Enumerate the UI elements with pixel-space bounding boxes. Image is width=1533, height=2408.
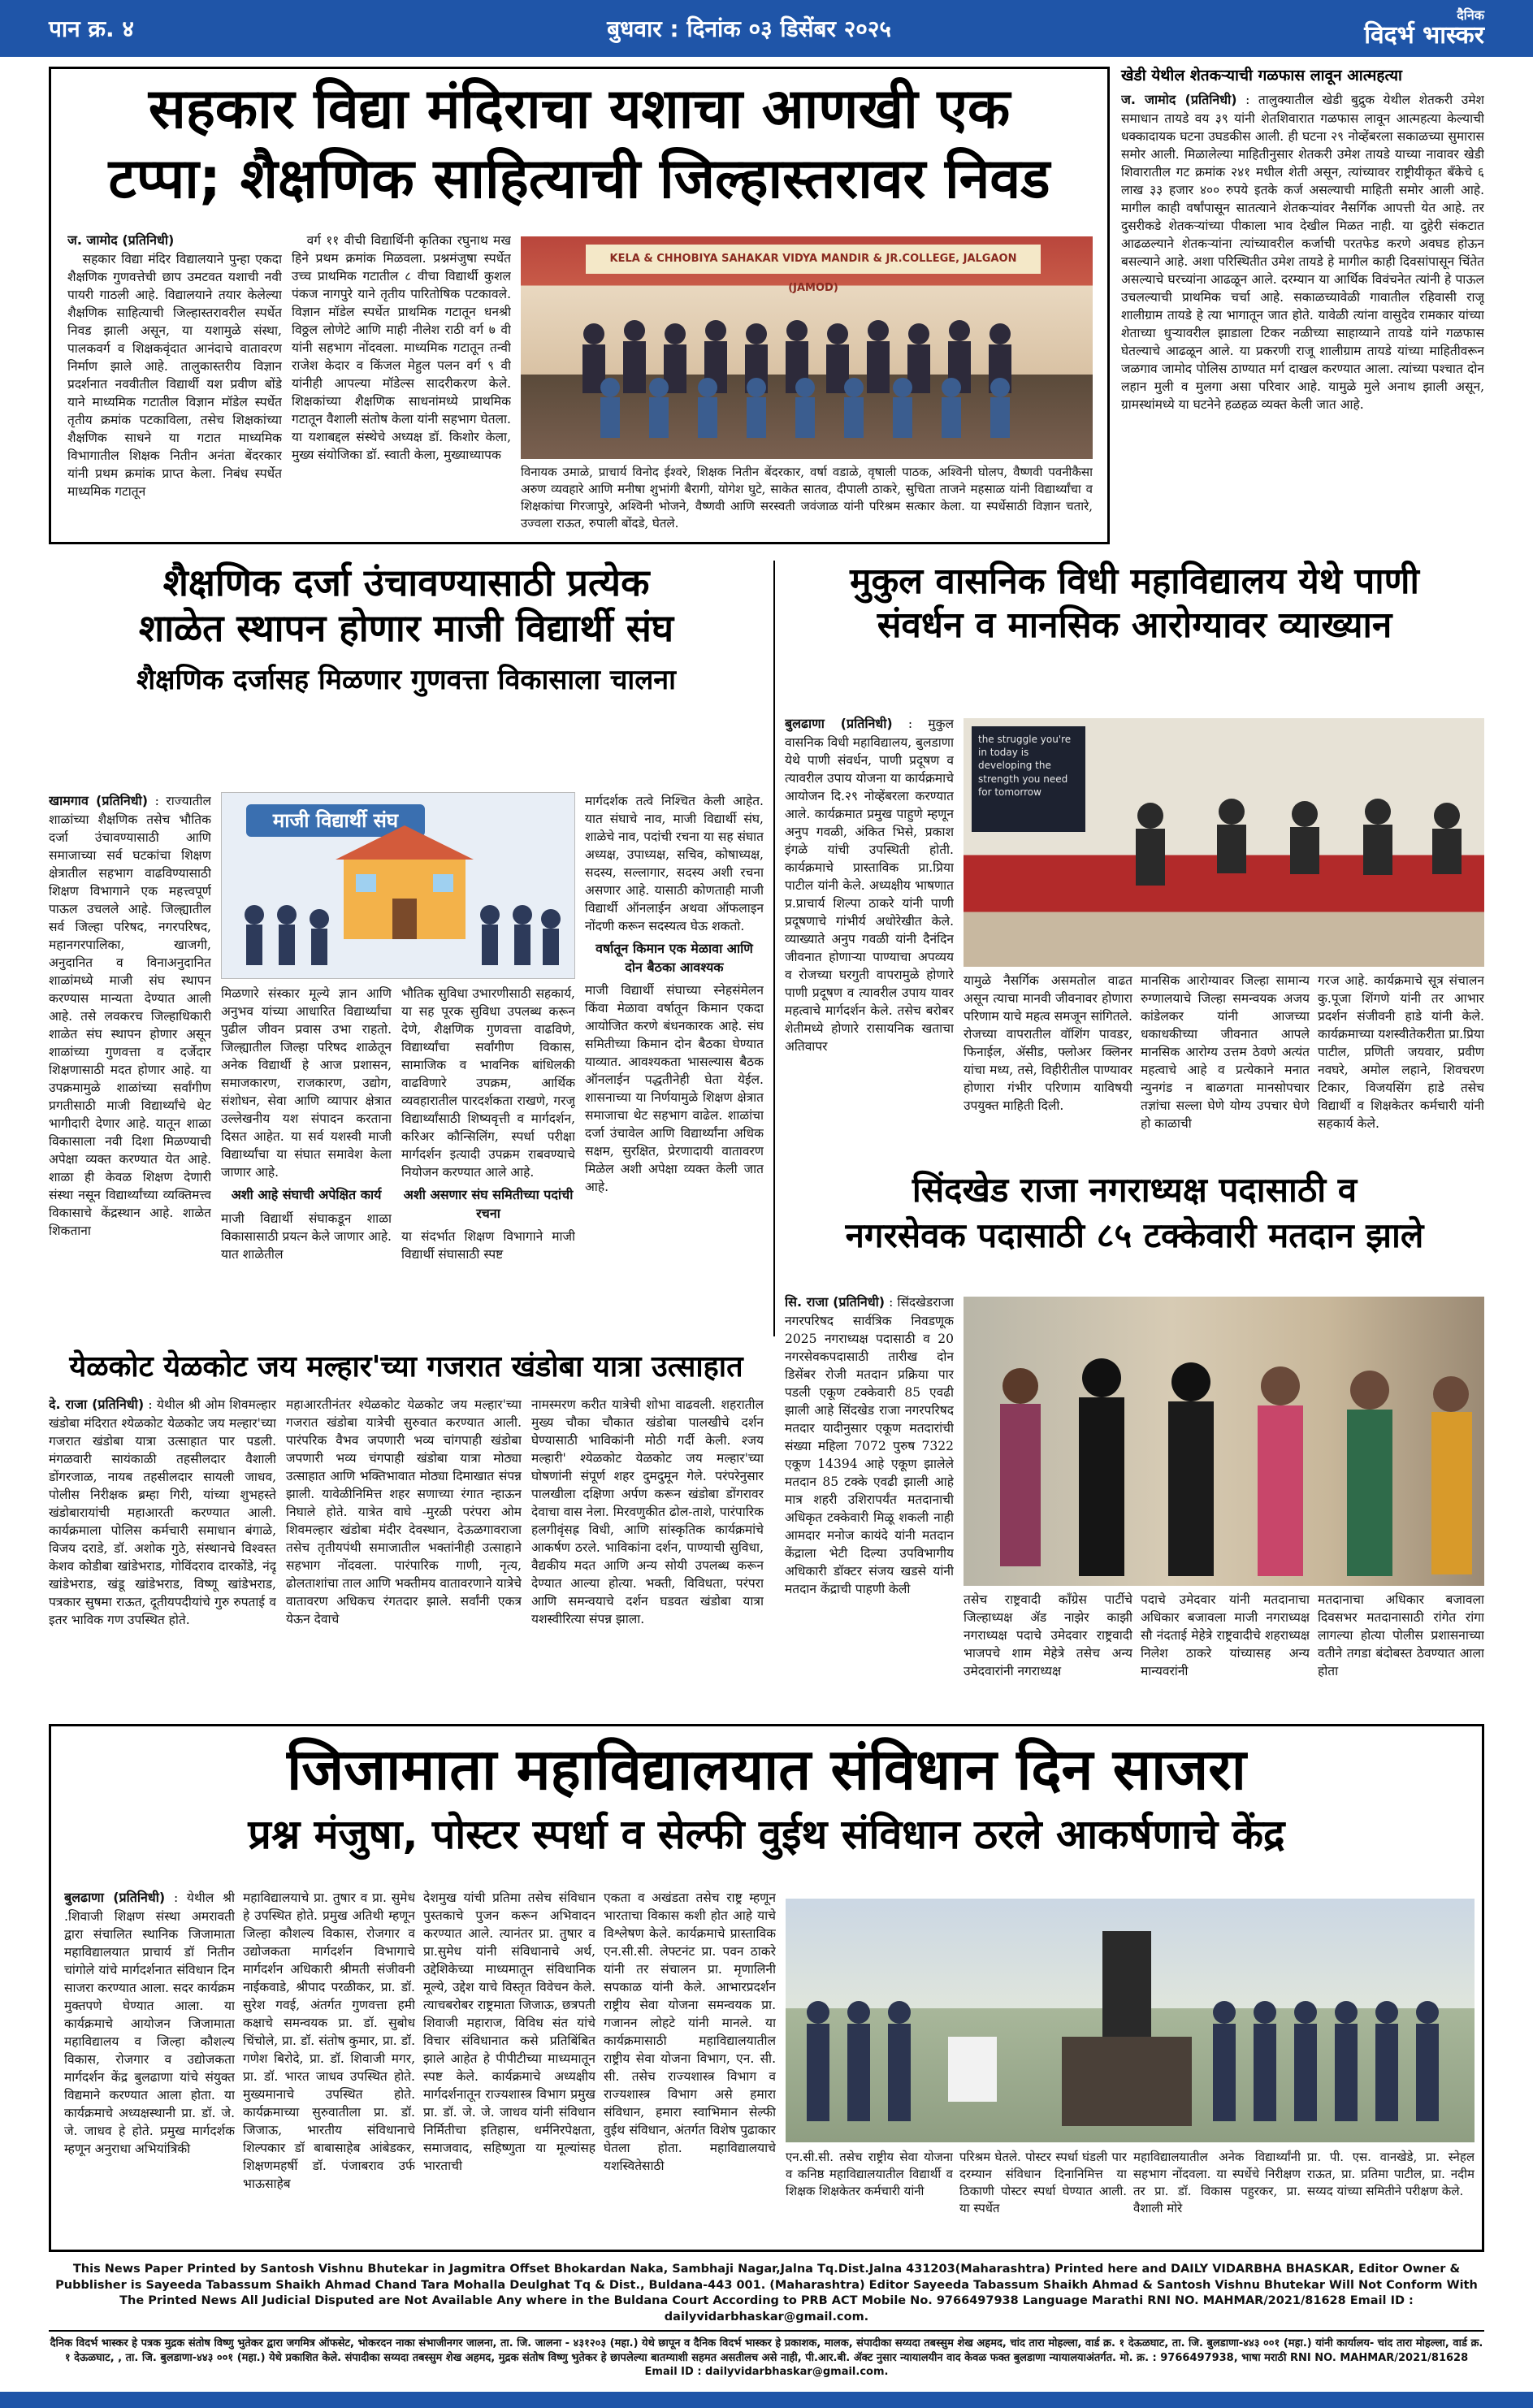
- byline: दे. राजा (प्रतिनिधी): [49, 1397, 145, 1412]
- story3-col1: [49, 792, 211, 1336]
- story6-col3: [531, 1396, 764, 1717]
- story7-caption4: प्रा. पी. एस. वानखेडे, प्रा. स्नेहल राऊत, प्रा. प्रतिमा पाटील, प्रा. नदीम सय्यद यांच्या समितीने परीक्षण केले.: [1307, 2150, 1475, 2198]
- story7-col3: [423, 1889, 595, 2246]
- story4-text4: गरज आहे. कार्यक्रमाचे सूत्र संचालन कु.पूजा शिंगणे यांनी तर आभार प्रदर्शन संजीवनी हाडे यांनी केले. कार्यक्रमाच्या यशस्वीतेकरीता प्रा.प्रिया पाटील, प्रणिती जयवार, प्रवीण नवघरे, अमोल लहाने, शिवचरण टिकार, विजयसिंग हाडे तसेच विद्यार्थी व शिक्षकेतर कर्मचारी यांनी सहकार्य केले.: [1318, 973, 1484, 1131]
- column-divider: [773, 561, 775, 1336]
- headline-sahakar-2: टप्पा; शैक्षणिक साहित्याची जिल्हास्तरावर निवड: [108, 147, 1050, 211]
- story3-text4: मार्गदर्शक तत्वे निश्चित केली आहेत. यात संघाचे नाव, माजी विद्यार्थी संघ, शाळेचे नाव, पदांची रचना या सह संघात अध्यक्ष, उपाध्यक्ष, सचिव, कोषाध्यक्ष, सदस्य, सल्लागार, सदस्य अशी रचना असणार आहे. यासाठी कोणताही माजी विद्यार्थी ऑनलाईन अथवा ऑफलाइन नोंदणी करून सदस्यत्व घेऊ शकतो.: [585, 794, 764, 933]
- story1-text2: वर्ग ११ वीची विद्यार्थिनी कृतिका रघुनाथ मख हिने प्रथम क्रमांक मिळवला. प्रश्नमंजुषा स्पर्धेत उच्च प्राथमिक गटातील ८ वीचा विद्यार्थी कुशल पंकज नागपुरे याने तृतीय पारितोषिक पटकावले. विज्ञान मॉडेल स्पर्धेत प्राथमिक गटातून धनश्री विठ्ठल लोणेटे आणि माही नीलेश राठी वर्ग ७ वी यांनी सहभाग नोंदवला. माध्यमिक गटातून तन्वी राजेश केदार व किंजल मेहुल पलन वर्ग ९ वी यांनीही आपल्या मॉडेल्स सादरीकरण केले. शिक्षकांच्या शैक्षणिक साधनांमध्ये प्राथमिक गटातून वैशाली संतोष केला यांनी सहभाग घेतला. या यशाबद्दल संस्थेचे अध्यक्ष डॉ. किशोर केला, मुख्य संयोजिका डॉ. स्वाती केला, मुख्याध्यापक: [292, 233, 511, 462]
- story5-col2: [964, 1591, 1132, 1713]
- imprint-english: This News Paper Printed by Santosh Vishnu Bhutekar in Jagmitra Offset Bhokardan Naka, Sambhaji Nagar,Jalna Tq.Dist.Jalna 431203(Maharashtra) Printed here and DAILY VIDARBHA BHASKAR, Editor Owner & Pubblisher is Sayeeda Tabassum Shaikh Ahmad Chand Tara Mohalla Deulghat Tq & Dist., Buldana-443 001. (Maharashtra) Editor Sayeeda Tabassum Shaikh Ahmad & Santosh Vishnu Bhutekar Will Not Conform With The Printed News All Judicial Disputed are Not Available Any where in the Buldana Court According to PRB ACT Mobile No. 9766497938 Language Marathi RNI NO. MAHMAR/2021/81628 Email ID : dailyvidarbhaskar@gmail.com.: [55, 2263, 1478, 2324]
- headline-sindkhed-1: सिंदखेड राजा नगराध्यक्ष पदासाठी व: [912, 1170, 1358, 1210]
- headline-alumni-2: शाळेत स्थापन होणार माजी विद्यार्थी संघ: [138, 606, 674, 651]
- story5-text4: मतदानाचा अधिकार बजावला दिवसभर मतदानासाठी रांगेत रांगा लागल्या होत्या पोलीस प्रशासनाच्या वतीने तगडा बंदोबस्त ठेवण्यात आला होता: [1318, 1592, 1484, 1678]
- story7-caption1: एन.सी.सी. तसेच राष्ट्रीय सेवा योजना व कनिष्ठ महाविद्यालयातील विद्यार्थी व शिक्षक शिक्षकेतर कर्मचारी यांनी: [786, 2150, 953, 2198]
- story6-col2: [286, 1396, 522, 1717]
- story5-col3: [1141, 1591, 1310, 1713]
- school-banner: KELA & CHHOBIYA SAHAKAR VIDYA MANDIR & JR.COLLEGE, JALGAON (JAMOD): [586, 245, 1041, 274]
- bottom-bar: [0, 2392, 1533, 2408]
- headline-mukul-1: मुकुल वासनिक विधी महाविद्यालय येथे पाणी: [850, 561, 1419, 602]
- story3-text2b: माजी विद्यार्थी संघाकडून शाळा विकासासाठी प्रयत्न केले जाणार आहे. यात शाळेतील: [221, 1210, 392, 1262]
- headline-sindkhed-2: नगरसेवक पदासाठी ८५ टक्केवारी मतदान झाले: [845, 1215, 1424, 1255]
- voters-figures: [964, 1297, 1484, 1586]
- story4-col2: [964, 972, 1132, 1159]
- story7-caption3: महाविद्यालयातील अनेक विद्यार्थ्यांनी सहभाग नोंदवला. या स्पर्धेचे निरीक्षण तर प्रा. डॉ. विकास पहुरकर, प्रा. वैशाली मोरे: [1133, 2150, 1301, 2215]
- story6-text2: महाआरतीनंतर श्येळकोट येळकोट जय मल्हार'च्या गजरात खंडोबा यात्रेची सुरुवात करण्यात आली. पारंपरिक वैभव जपणारी भव्य चांगपाही खंडोबा जपणारी भव्य चंगपाही खंडोबा यात्रा मोठ्या उत्साहात आणि भक्तिभावात मोठ्या दिमाखात संपन्न झाली. यावेळीनिमित्त शहर सणाच्या रंगात न्हाऊन निघाले होते. यात्रेत वाघे -मुरळी परंपरा ओम शिवमल्हार खंडोबा मंदीर देवस्थान, देऊळगावराजा तसेच तृतीयपंथी समाजातील भक्तांनीही उत्साहाने सहभाग नोंदवला. पारंपारिक गाणी, नृत्य, ढोलताशांचा ताल आणि भक्तीमय वातावरणाने यात्रेचे वातावरण अधिकच रंगतदार झाले. सर्वांनी एकत्र येऊन देवाचे: [286, 1397, 522, 1626]
- imprint-marathi: दैनिक विदर्भ भास्कर हे पत्रक मुद्रक संतोष विष्णु भुतेकर द्वारा जगमित्र ऑफसेट, भोकरदन नाका संभाजीनगर जालना, ता. जि. जालना - ४३१२०३ (महा.) येथे छापून व दैनिक विदर्भ भास्कर हे प्रकाशक, मालक, संपादीका सय्यदा तबस्सुम शेख अहमद, चांद तारा मोहल्ला, वार्ड क्र. १ देऊळघाट, ता. जि. बुलडाणा-४४३ ००१ (महा.) यांनी कार्यालय- चांद तारा मोहल्ला, वार्ड क्र. १ देऊळघाट, , ता. जि. बुलडाणा-४४३ ००१ (महा.) येथे प्रकाशित केले. संपादीका सय्यदा तबस्सुम शेख अहमद, मुद्रक संतोष विष्णु भुतेकर हे छापलेल्या बातम्याशी सहमत असतीलच असे नाही, पी.आर.बी. ॲक्ट नुसार न्यायालयीन वाद केवळ फक्त बुलडाणा न्यायालयाअंतर्गत. मो. क्र. : 9766497938, भाषा मराठी RNI NO. MAHMAR/2021/81628 Email ID : dailyvidarbhaskar@gmail.com.: [50, 2337, 1483, 2379]
- story3-text3b: या संदर्भात शिक्षण विभागाने माजी विद्यार्थी संघासाठी स्पष्ट: [401, 1229, 575, 1262]
- headline-khandoba: येळकोट येळकोट जय मल्हार'च्या गजरात खंडोबा यात्रा उत्साहात: [69, 1350, 743, 1384]
- story6-text3: नामस्मरण करीत यात्रेची शोभा वाढवली. शहरातील मुख्य चौका चौकात खंडोबा पालखीचे दर्शन घेण्यासाठी भाविकांनी मोठी गर्दी केली. श्जय मल्हारी' श्येळकोट येळकोट जय मल्हार'च्या घोषणांनी संपूर्ण शहर दुमदुमून गेले. परंपरेनुसार पालखीला दक्षिणा अर्पण करून खंडोबा डोंगरावर देवाचा वास नेला. मिरवणुकीत ढोल-ताशे, पारंपारिक हलगीवृंसह्र विधी, आणि सांस्कृतिक कार्यक्रमांचे आकर्षण ठरले. भाविकांना दर्शन, पाण्याची सुविधा, वैद्यकीय मदत आणि अन्य सोयी उपलब्ध करून देण्यात आल्या होत्या. भक्ती, विविधता, परंपरा आणि समन्वयाचे दर्शन घडवत खंडोबा यात्रा यशस्वीरित्या संपन्न झाला.: [531, 1397, 764, 1626]
- speakers-figures: [964, 718, 1484, 967]
- story4-col1: [785, 715, 954, 1158]
- lecture-photo: [964, 718, 1484, 967]
- voters-queue-photo: [964, 1297, 1484, 1586]
- byline: बुलढाणा (प्रतिनिधी): [64, 1890, 166, 1905]
- brand-small: दैनिक: [1457, 6, 1484, 23]
- story2-text: : तालुक्यातील खेडी बुद्रुक येथील शेतकरी उमेश समाधान तायडे वय ३९ यांनी शेतशिवारात गळफास लावून आत्महत्या केल्याची धक्कादायक घटना उघडकीस आली. ही घटना २९ नोव्हेंबरला सकाळच्या सुमारास समोर आली. मिळालेल्या माहितीनुसार शेतकरी उमेश तायडे याच्या नावावर खेडी शिवारातील गट क्रमांक २४१ मधील शेती असून, त्यांच्यावर राष्ट्रीयीकृत बँकेचे ६ लाख ३३ हजार ४०० रुपये इतके कर्ज असल्याची माहिती समोर आली आहे. मागील काही वर्षांपासून सातत्याने शेतकऱ्यांवर नैसर्गिक आपत्ती येत आहे. तर दुसरीकडे शेतकऱ्यांच्या पीकाला भाव देखील मिळत नाही. या दुहेरी संकटात आढळल्याने शेतकऱ्यांना त्यांच्यावरील कर्जाची परतफेड करणे अवघड होऊन बसल्याने आहे. अशा परिस्थितीत उमेश तायडे हे मागील काही दिवसांपासून चिंतेत असल्याचे घरच्यांना आढळून आले. दरम्यान या आर्थिक विवंचनेत त्यांनी हे पाऊल उचलल्याची प्राथमिक चर्चा आहे. सकाळच्यावेळी गावातील रहिवासी राजू शालीग्राम तायडे हे त्या भागातून जात होते. यावेळी त्यांना वासुदेव रामकार यांच्या शेताच्या धुऱ्यावरील झाडाला टिकर नळीच्या साहाय्याने तायडे यांने गळफास घेतल्याचे आढळून आले. या प्रकरणी राजू शालीग्राम तायडे यांच्या माहितीवरून जळगाव जामोद पोलिस ठाण्यात मर्ग दाखल करण्यात आला. त्यांच्या पश्चात दोन लहान मुली व मुलगा असा परिवार आहे. यामुळे मुले अनाथ झाली असून, ग्रामस्थांमध्ये या घटनेने हळहळ व्यक्त केली जात आहे.: [1121, 93, 1484, 413]
- story4-text3: मानसिक आरोग्यावर जिल्हा सामान्य रुग्णालयाचे जिल्हा समन्वयक अजय कांडेलकर यांनी आजच्या धकाधकीच्या जीवनात आपले मानसिक आरोग्य उत्तम ठेवणे अत्यंत महत्वाचे आहे व प्रत्येकाने मनात न्युनगंड न बाळगता मानसोपचार तज्ञांचा सल्ला घेणे योग्य उपचार घेणे हो काळाची: [1141, 973, 1310, 1131]
- story5-col1: [785, 1293, 954, 1708]
- story5-text3: पदाचे उमेदवार यांनी मतदानाचा अधिकार बजावला माजी नगराध्यक्ष सौ नंदताई मेहेत्रे राष्ट्रवादीचे शहराध्यक्ष निलेश ठाकरे यांच्यासह अन्य मान्यवरांनी: [1141, 1592, 1310, 1678]
- story-sahakar-vidya-mandir: [49, 67, 1110, 544]
- attendees-figures: [786, 1899, 1475, 2142]
- story7-text2: महाविद्यालयाचे प्रा. तुषार व प्रा. सुमेध हे उपस्थित होते. प्रमुख अतिथी म्हणून जिल्हा कौशल्य विकास, रोजगार व उद्योजकता मार्गदर्शन विभागाचे मार्गदर्शन अधिकारी श्रीमती संजीवनी नाईकवाडे, श्रीपाद परळीकर, प्रा. डॉ. सुरेश गवई, अंतर्गत गुणवत्ता हमी कक्षाचे समन्वयक प्रा. डॉ. सुबोध चिंचोले, प्रा. डॉ. संतोष कुमार, प्रा. डॉ. गणेश बिरोदे, प्रा. डॉ. शिवाजी मगर, प्रा. डॉ. भारत जाधव उपस्थित होते. मुख्यमानाचे उपस्थित होते. कार्यक्रमाच्या सुरुवातीला प्रा. डॉ. जिजाऊ, भारतीय संविधानाचे शिल्पकार डॉ बाबासाहेब आंबेडकर, शिक्षणमहर्षी डॉ. पंजाबराव उर्फ भाऊसाहेब: [243, 1890, 415, 2191]
- story3-sub2: अशी असणार संघ समितीच्या पदांची रचना: [403, 1187, 574, 1221]
- story5-text2: तसेच राष्ट्रवादी काँग्रेस पार्टीचे जिल्हाध्यक्ष ॲड नाझेर काझी नगराध्यक्ष पदाचे उमेदवार राष्ट्रवादी भाजपचे शाम मेहेत्रे तसेच अन्य उमेदवारांनी नगराध्यक्ष: [964, 1592, 1132, 1678]
- story3-text1: : राज्यातील शाळांच्या शैक्षणिक तसेच भौतिक दर्जा उंचावण्यासाठी आणि समाजाच्या सर्व घटकांचा शिक्षण क्षेत्रातील सहभाग वाढविण्यासाठी शिक्षण विभागाने एक महत्त्वपूर्ण पाऊल उचलले आहे. जिल्ह्यातील सर्व जिल्हा परिषद, नगरपरिषद, महानगरपालिका, खाजगी, अनुदानित व विनाअनुदानित शाळांमध्ये माजी संघ स्थापन करण्यास मान्यता देण्यात आली आहे. तसे लवकरच जिल्हाधिकारी शाळेत संघ स्थापन होणार असून शाळांच्या गुणवत्ता व दर्जेदार शिक्षणासाठी मदत होणार आहे. या उपक्रमामुळे शाळांच्या सर्वांगीण प्रगतीसाठी माजी विद्यार्थ्यांचे थेट भागीदारी देणार आहे. यातून शाळा विकासाला नवी दिशा मिळण्याची अपेक्षा व्यक्त करण्यात येत आहे. शाळा ही केवळ शिक्षण देणारी संस्था नसून विद्यार्थ्यांच्या व्यक्तिमत्त्व विकासाचे केंद्रस्थान आहे. शाळेत शिकताना: [49, 794, 211, 1238]
- alumni-graphic: [221, 792, 575, 979]
- story3-col4: [585, 792, 764, 1336]
- alumni-graphic-label: माजी विद्यार्थी संघ: [246, 804, 425, 837]
- masthead-bar: [0, 0, 1533, 57]
- byline: खामगाव (प्रतिनिधी): [49, 793, 149, 808]
- story3-col2: [221, 985, 392, 1334]
- students-figures: [521, 236, 1093, 459]
- story3-col3: [401, 985, 575, 1334]
- constitution-day-photo: [786, 1899, 1475, 2142]
- school-building-icon: [222, 793, 576, 980]
- headline-jijamata-2: प्रश्न मंजुषा, पोस्टर स्पर्धा व सेल्फी वुईथ संविधान ठरले आकर्षणाचे केंद्र: [248, 1811, 1285, 1858]
- motivational-poster: the struggle you're in today is developing the strength you need for tomorrow: [972, 726, 1085, 832]
- story7-col4: [604, 1889, 776, 2246]
- story7-text1: : येथील श्री .शिवाजी शिक्षण संस्था अमरावती द्वारा संचालित स्थानिक जिजामाता महाविद्यालयात प्राचार्य डॉ नितीन चांगोले यांचे मार्गदर्शनात संविधान दिन साजरा करण्यात आला. सदर कार्यक्रम मुक्तपणे घेण्यात आला. या कार्यक्रमाचे आयोजन जिजामाता महाविद्यालय व जिल्हा कौशल्य विकास, रोजगार व उद्योजकता मार्गदर्शन केंद्र बुलढाणा यांचे संयुक्त विद्यमाने करण्यात आला होता. या कार्यक्रमाचे अध्यक्षस्थानी प्रा. डॉ. जे. जे. जाधव हे होते. प्रमुख मार्गदर्शक म्हणून अनुराधा अभियांत्रिकी: [64, 1890, 235, 2156]
- story-khedi-farmer: [1121, 67, 1484, 544]
- footer-divider: [49, 2330, 1484, 2332]
- page-number: पान क्र. ४: [49, 15, 134, 42]
- story4-text1: : मुकुल वासनिक विधी महाविद्यालय, बुलडाणा येथे पाणी संवर्धन, पाणी प्रदूषण व त्यावरील उपाय योजना या कार्यक्रमाचे आयोजन दि.२९ नोव्हेंबरला करण्यात आले. कार्यक्रमात प्रमुख पाहुणे म्हणून अनुप गवळी, अंकित भिसे, प्रकाश इंगळे यांची उपस्थिती होती. कार्यक्रमाचे प्रास्ताविक प्रा.प्रिया पाटील यांनी केले. अध्यक्षीय भाषणात प्र.प्राचार्य शिल्पा ठाकरे यांनी पाणी प्रदूषणाचे गांभीर्य अधोरेखीत केले. व्याख्याते अनुप गवळी यांनी दैनंदिन जीवनात होणाऱ्या पाण्याचा अपव्यय व रोजच्या घरगुती वापरामुळे होणारे पाणी प्रदूषण व त्यावरील उपाय यावर महत्वाचे मार्गदर्शन केले. तसेच बरोबर शेतीमध्ये होणारे रासायनिक खताचा अतिवापर: [785, 717, 954, 1054]
- headline-jijamata-1: जिजामाता महाविद्यालयात संविधान दिन साजरा: [287, 1736, 1246, 1803]
- brand-name: विदर्भ भास्कर: [1364, 20, 1484, 50]
- students-group-photo: [521, 236, 1093, 459]
- story1-caption2: पवनीकैसा अरुण व्यवहारे आणि मनीषा शुभांगी बैरागी, योगेश घुटे, साकेत सातव, दीपाली ठाकरे, सुचिता ताजने महसाळ यांनी विद्यार्थ्यांचा व शिक्षकांचा गिरजापुरे, अश्विनी भोजने, वैष्णवी आणि सरस्वती जवंजाळ यांनी परिश्रम सत्कार केला. या स्पर्धेसाठी विज्ञान चतारे, उज्वला राऊत, रुपाली बोंदडे, घेतले.: [521, 465, 1093, 531]
- story7-text3: देशमुख यांची प्रतिमा तसेच संविधान पुस्तकाचे पुजन करून अभिवादन करण्यात आले. त्यानंतर प्रा. तुषार व प्रा.सुमेध यांनी संविधानाचे अर्थ, उद्देशिकेच्या माध्यमातून संविधानिक मूल्ये, उद्देश याचे विस्तृत विवेचन केले. त्याचबरोबर राष्ट्रमाता जिजाऊ, छत्रपती शिवाजी महाराज, विविध संत यांचे विचार संविधानात कसे प्रतिबिंबित झाले आहेत हे पीपीटीच्या माध्यमातून स्पष्ट केले. कार्यक्रमाचे अध्यक्षीय मार्गदर्शनातून राज्यशास्त्र विभाग प्रमुख प्रा. डॉ. जे. जे. जाधव यांनी संविधान निर्मितीचा इतिहास, धर्मनिरपेक्षता, समाजवाद, सहिष्णुता या मूल्यांसह भारताची: [423, 1890, 595, 2173]
- issue-date: बुधवार : दिनांक ०३ डिसेंबर २०२५: [607, 15, 891, 42]
- story3-sub3: वर्षातून किमान एक मेळावा आणि दोन बैठका आवश्यक: [595, 941, 753, 975]
- story-jijamata-constitution-day: [49, 1724, 1484, 2252]
- story-sindkhed-raja-election: [785, 1170, 1484, 1292]
- story4-col4: [1318, 972, 1484, 1159]
- byline: ज. जामोद (प्रतिनिधी): [67, 232, 175, 248]
- headline-sahakar-1: सहकार विद्या मंदिराचा यशाचा आणखी एक: [148, 77, 1011, 141]
- brand-logo: [1364, 6, 1484, 50]
- headline-alumni-1: शैक्षणिक दर्जा उंचावण्यासाठी प्रत्येक: [162, 561, 650, 604]
- story6-text1: : येथील श्री ओम शिवमल्हार खंडोबा मंदिरात श्येळकोट येळकोट जय मल्हार'च्या गजरात खंडोबा यात्रा उत्साहात पार पडली. मंगळवारी सायंकाळी तहसीलदार वैशाली डोंगरजाळ, नायब तहसीलदार सायली जाधव, पोलीस निरीक्षक ब्रम्हा गिरी, यांच्या शुभहस्ते खंडोबारायांची महाआरती करण्यात आली. कार्यक्रमाला पोलिस कर्मचारी समाधान बंगाळे, विजय दराडे, डॉ. अशोक गुठे, संस्थानचे विश्वस्त केशव कोडीबा खांडेभराड, गोविंदराव दारकोंडे, नंदू खांडेभराड, खंडू खांडेभराड, विष्णू खांडेभराड, पत्रकार सुषमा राऊत, दूतीयपदीयांचे गुरु रुपताई व इतर भाविक गण उपस्थित होते.: [49, 1397, 276, 1627]
- story7-col2: [243, 1889, 415, 2246]
- story1-caption1: विनायक उमाळे, प्राचार्य विनोद ईश्वरे, शिक्षक नितीन बेंदरकार, वर्षा वडाळे, वृषाली पाठक, अश्विनी घोलप, वैष्णवी: [521, 465, 1043, 479]
- story-mukul-wasnik: [785, 561, 1484, 707]
- story4-col3: [1141, 972, 1310, 1159]
- byline: बुलढाणा (प्रतिनिधी): [785, 716, 893, 731]
- byline: सि. राजा (प्रतिनिधी): [785, 1294, 886, 1310]
- story1-caption: [521, 464, 1093, 542]
- story3-text2: मिळणारे संस्कार मूल्ये ज्ञान आणि अनुभव यांच्या आधारित विद्यार्थ्यांचा पुढील जीवन प्रवास उभा राहतो. जिल्ह्यातील जिल्हा परिषद शाळेतून अनेक विद्यार्थी हे आज प्रशासन, समाजकारण, राजकारण, उद्योग, संशोधन, सेवा आणि व्यापार क्षेत्रात उल्लेखनीय यश संपादन करताना दिसत आहेत. या सर्व यशस्वी माजी विद्यार्थ्यांचा या संघात समावेश केला जाणार आहे.: [221, 986, 392, 1180]
- story3-text3: भौतिक सुविधा उभारणीसाठी सहकार्य, या सह पूरक सुविधा उपलब्ध करून देणे, शैक्षणिक गुणवत्ता वाढविणे, विद्यार्थ्यांचा सर्वांगीण विकास, सामाजिक व भावनिक बांधिलकी वाढविणारे उपक्रम, आर्थिक व्यवहारातील पारदर्शकता राखणे, गरजू विद्यार्थ्यांसाठी शिष्यवृत्ती व मार्गदर्शन, करिअर कौन्सिलिंग, स्पर्धा परीक्षा मार्गदर्शन इत्यादी उपक्रम राबवण्याचे नियोजन करण्यात आले आहे.: [401, 986, 575, 1180]
- headline-mukul-2: संवर्धन व मानसिक आरोग्यावर व्याख्यान: [877, 604, 1392, 646]
- story7-caption2: परिश्रम घेतले. पोस्टर स्पर्धा घंडली पार दरम्यान संविधान दिनानिमित्त या ठिकाणी पोस्टर स्पर्धा घेण्यात आली. या स्पर्धेत: [959, 2150, 1127, 2215]
- story1-col2: [292, 232, 511, 540]
- story3-sub1: अशी आहे संघाची अपेक्षित कार्य: [231, 1187, 382, 1202]
- story5-text1: : सिंदखेडराजा नगरपरिषद सार्वत्रिक निवडणूक 2025 नगराध्यक्ष पदासाठी व 20 नगरसेवकपदासाठी तारीख दोन डिसेंबर रोजी मतदान प्रक्रिया पार पडली एकूण टक्केवारी 85 एवढी झाली आहे सिंदखेड राजा नगरपरिषद मतदार यादीनुसार एकूण मतदारांची संख्या महिला 7072 पुरुष 7322 एकूण 14394 आहे एकूण झालेले मतदान 85 टक्के एवढी झाली आहे मात्र शहरी उशिरापर्यंत मतदानाची अधिकृत टक्केवारी मिळू शकली नाही आमदार मनोज कायंदे यांनी मतदान केंद्राला भेटी दिल्या उपविभागीय अधिकारी डॉक्टर संजय खडसे यांनी मतदान केंद्राची पाहणी केली: [785, 1295, 954, 1596]
- subhead-alumni: शैक्षणिक दर्जासह मिळणार गुणवत्ता विकासाला चालना: [136, 663, 676, 696]
- story7-text4: एकता व अखंडता तसेच राष्ट्र म्हणून भारताचा विकास कशी होत आहे याचे विश्लेषण केले. कार्यक्रमाचे प्रास्ताविक एन.सी.सी. लेफ्टनंट प्रा. पवन ठाकरे यांनी तर संचालन प्रा. मृणालिनी सपकाळ यांनी केले. आभारप्रदर्शन राष्ट्रीय सेवा योजना समन्वयक प्रा. गजानन लोहटे यांनी मानले. या कार्यक्रमासाठी महाविद्यालयातील राष्ट्रीय सेवा योजना विभाग, एन. सी. सी. तसेच राज्यशास्त्र विभाग व राज्यशास्त्र विभाग असे हमारा संविधान, हमारा स्वाभिमान सेल्फी वुईथ संविधान, अंतर्गत विशेष पुढाकार घेतला होता. महाविद्यालयाचे यशस्वितेसाठी: [604, 1890, 776, 2173]
- story4-text2: यामुळे नैसर्गिक असमतोल वाढत असून त्याचा मानवी जीवनावर होणारा परिणाम याचे महत्व समजून सांगितले. रोजच्या वापरातील वॉशिंग पावडर, फिनाईल, ॲसीड, फ्लोअर क्लिनर यांचा मध्य, तसे, विहीरीतील पाण्यावर होणारा गंभीर परिणाम याविषयी उपयुक्त माहिती दिली.: [964, 973, 1132, 1113]
- story7-col1: [64, 1889, 235, 2246]
- story6-col1: [49, 1396, 276, 1717]
- story3-text4b: माजी विद्यार्थी संघाच्या स्नेहसंमेलन किंवा मेळावा वर्षातून किमान एकदा आयोजित करणे बंधनकारक आहे. संघ समितीच्या किमान दोन बैठका घेण्यात याव्यात. आवश्यकता भासल्यास बैठक ऑनलाईन पद्धतीनेही घेता येईल. शासनाच्या या निर्णयामुळे शिक्षण क्षेत्रात समाजाचा थेट सहभाग वाढेल. शाळांचा दर्जा उंचावेल आणि विद्यार्थ्यांना अधिक सक्षम, सुरक्षित, प्रेरणादायी वातावरण मिळेल अशी अपेक्षा व्यक्त केली जात आहे.: [585, 983, 764, 1195]
- headline-khedi: खेडी येथील शेतकऱ्याची गळफास लावून आत्महत्या: [1121, 67, 1402, 84]
- byline: ज. जामोद (प्रतिनिधी): [1121, 92, 1237, 108]
- story1-col1: [67, 232, 282, 540]
- story5-col4: [1318, 1591, 1484, 1713]
- story1-text1: सहकार विद्या मंदिर विद्यालयाने पुन्हा एकदा शैक्षणिक गुणवत्तेची छाप उमटवत यशाची नवी पायरी गाठली आहे. विद्यालयाने तयार केलेल्या शैक्षणिक साहित्याची जिल्हास्तरावरील स्पर्धेत निवड झाली असून, या यशामुळे संस्था, पालकवर्ग व शिक्षकवृंदात आनंदाचे वातावरण निर्माण झाले आहे. तालुकास्तरीय विज्ञान प्रदर्शनात नववीतील विद्यार्थी यश प्रवीण बोंडे याने माध्यमिक गटातील विज्ञान मॉडेल स्पर्धेत तृतीय क्रमांक पटकाविला, तसेच शिक्षकांच्या शैक्षणिक साधने या गटात माध्यमिक विभागातील शिक्षक नितीन अनंता बेंदरकार यांनी प्रथम क्रमांक प्राप्त केला. निबंध स्पर्धेत माध्यमिक गटातून: [67, 251, 282, 499]
